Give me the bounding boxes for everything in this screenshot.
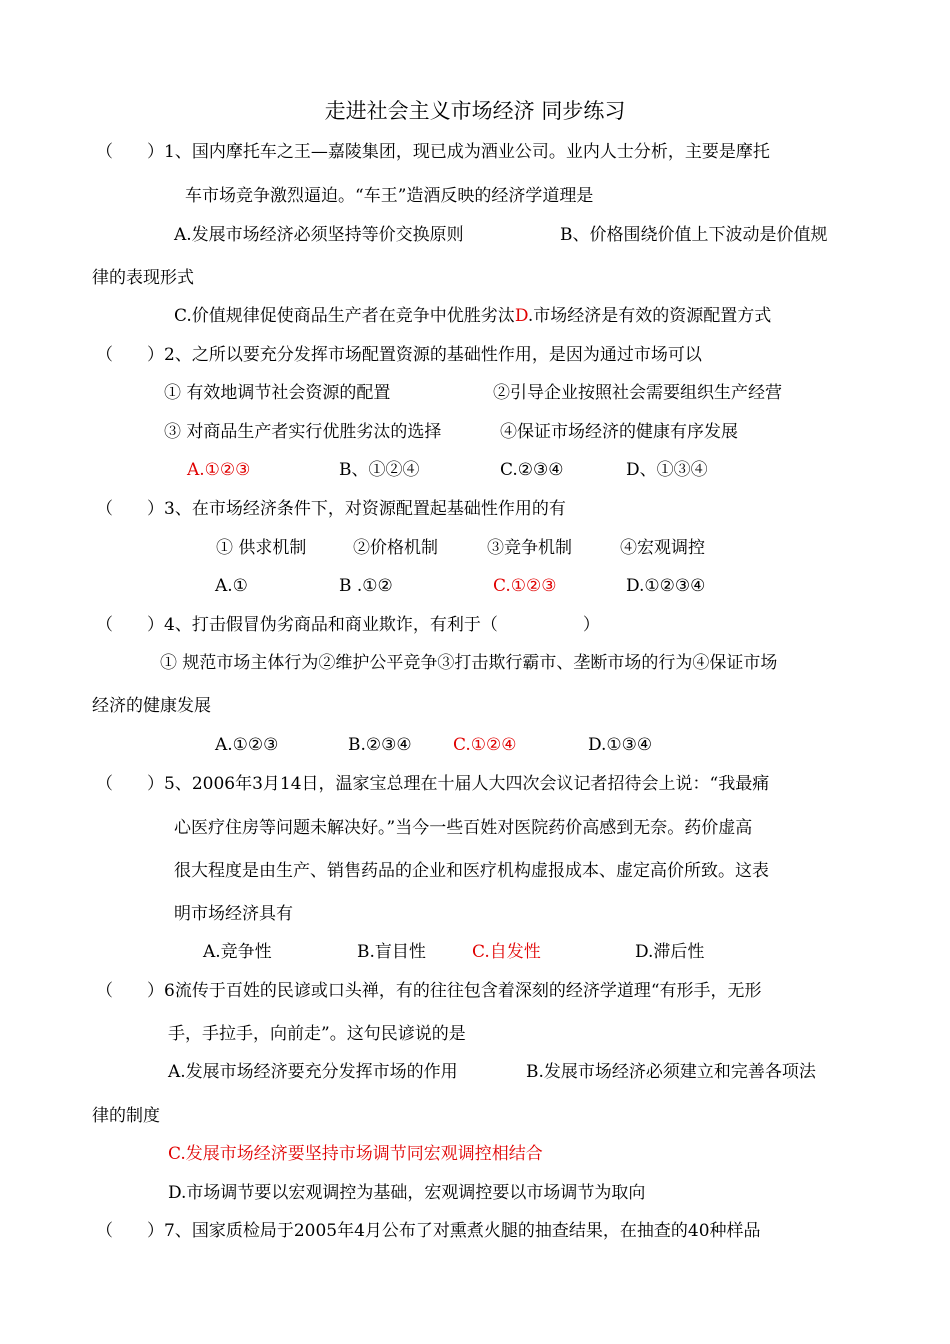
question-stem: （ ）4、打击假冒伪劣商品和商业欺诈，有利于（ ） bbox=[96, 615, 600, 635]
statement-1: ① 供求机制 bbox=[216, 538, 307, 558]
question-stem: （ ）3、在市场经济条件下，对资源配置起基础性作用的有 bbox=[96, 499, 566, 519]
option-a: A.竞争性 bbox=[203, 942, 272, 962]
question-stem-continued: 很大程度是由生产、销售药品的企业和医疗机构虚报成本、虚定高价所致。这表 bbox=[174, 861, 769, 881]
statement-3: ③ 对商品生产者实行优胜劣汰的选择 bbox=[164, 422, 442, 442]
statements-line: ① 规范市场主体行为②维护公平竞争③打击欺行霸市、垄断市场的行为④保证市场 bbox=[160, 653, 778, 673]
option-c-text: C.价值规律促使商品生产者在竞争中优胜劣汰 bbox=[174, 306, 515, 326]
option-c-answer: C.①②④ bbox=[453, 735, 517, 755]
question-stem: （ ）1、国内摩托车之王—嘉陵集团，现已成为酒业公司。业内人士分析，主要是摩托 bbox=[96, 142, 770, 162]
question-stem: （ ）5、2006年3月14日，温家宝总理在十届人大四次会议记者招待会上说：“我最痛 bbox=[96, 774, 770, 794]
option-b: B.盲目性 bbox=[357, 942, 426, 962]
option-d: D.①②③④ bbox=[626, 576, 706, 596]
option-a-answer: A.①②③ bbox=[187, 460, 251, 480]
option-c-answer: C.自发性 bbox=[472, 942, 541, 962]
question-stem-continued: 明市场经济具有 bbox=[174, 904, 293, 924]
option-c-answer: C.发展市场经济要坚持市场调节同宏观调控相结合 bbox=[168, 1144, 543, 1164]
option-c bbox=[174, 304, 771, 328]
option-d: D.①③④ bbox=[588, 735, 653, 755]
question-stem: （ ）7、国家质检局于2005年4月公布了对熏煮火腿的抽查结果，在抽查的40种样品 bbox=[96, 1221, 761, 1241]
option-a: A.①②③ bbox=[215, 735, 279, 755]
question-stem-continued: 心医疗住房等问题未解决好。”当今一些百姓对医院药价高感到无奈。药价虚高 bbox=[174, 818, 753, 838]
statement-4: ④保证市场经济的健康有序发展 bbox=[500, 422, 738, 442]
statement-3: ③竞争机制 bbox=[487, 538, 572, 558]
option-a: A.发展市场经济必须坚持等价交换原则 bbox=[174, 225, 464, 245]
question-stem: （ ）6流传于百姓的民谚或口头禅，有的往往包含着深刻的经济学道理“有形手，无形 bbox=[96, 981, 762, 1001]
answer-mark-d: D bbox=[514, 306, 528, 326]
statements-line-continued: 经济的健康发展 bbox=[92, 696, 211, 716]
statement-1: ① 有效地调节社会资源的配置 bbox=[164, 383, 391, 403]
option-b: B、价格围绕价值上下波动是价值规 bbox=[560, 225, 828, 245]
statement-2: ②引导企业按照社会需要组织生产经营 bbox=[493, 383, 782, 403]
option-a: A.发展市场经济要充分发挥市场的作用 bbox=[168, 1062, 458, 1082]
option-b: B.发展市场经济必须建立和完善各项法 bbox=[526, 1062, 816, 1082]
question-stem-continued: 车市场竞争激烈逼迫。“车王”造酒反映的经济学道理是 bbox=[185, 186, 594, 206]
option-d: D.市场调节要以宏观调控为基础，宏观调控要以市场调节为取向 bbox=[168, 1183, 646, 1203]
statement-2: ②价格机制 bbox=[353, 538, 438, 558]
option-b-continued: 律的制度 bbox=[92, 1106, 160, 1126]
statement-4: ④宏观调控 bbox=[620, 538, 705, 558]
question-stem: （ ）2、之所以要充分发挥市场配置资源的基础性作用，是因为通过市场可以 bbox=[96, 345, 702, 365]
question-stem-continued: 手，手拉手，向前走”。这句民谚说的是 bbox=[168, 1024, 466, 1044]
page-title: 走进社会主义市场经济 同步练习 bbox=[324, 99, 626, 123]
option-d: D.滞后性 bbox=[635, 942, 705, 962]
option-d-text: .市场经济是有效的资源配置方式 bbox=[527, 306, 772, 326]
option-d: D、①③④ bbox=[626, 460, 708, 480]
option-b: B .①② bbox=[339, 576, 393, 596]
option-b-continued: 律的表现形式 bbox=[92, 268, 194, 288]
option-c: C.②③④ bbox=[500, 460, 564, 480]
option-a: A.① bbox=[215, 576, 248, 596]
option-b: B.②③④ bbox=[348, 735, 412, 755]
option-c-answer: C.①②③ bbox=[493, 576, 557, 596]
option-b: B、①②④ bbox=[339, 460, 420, 480]
